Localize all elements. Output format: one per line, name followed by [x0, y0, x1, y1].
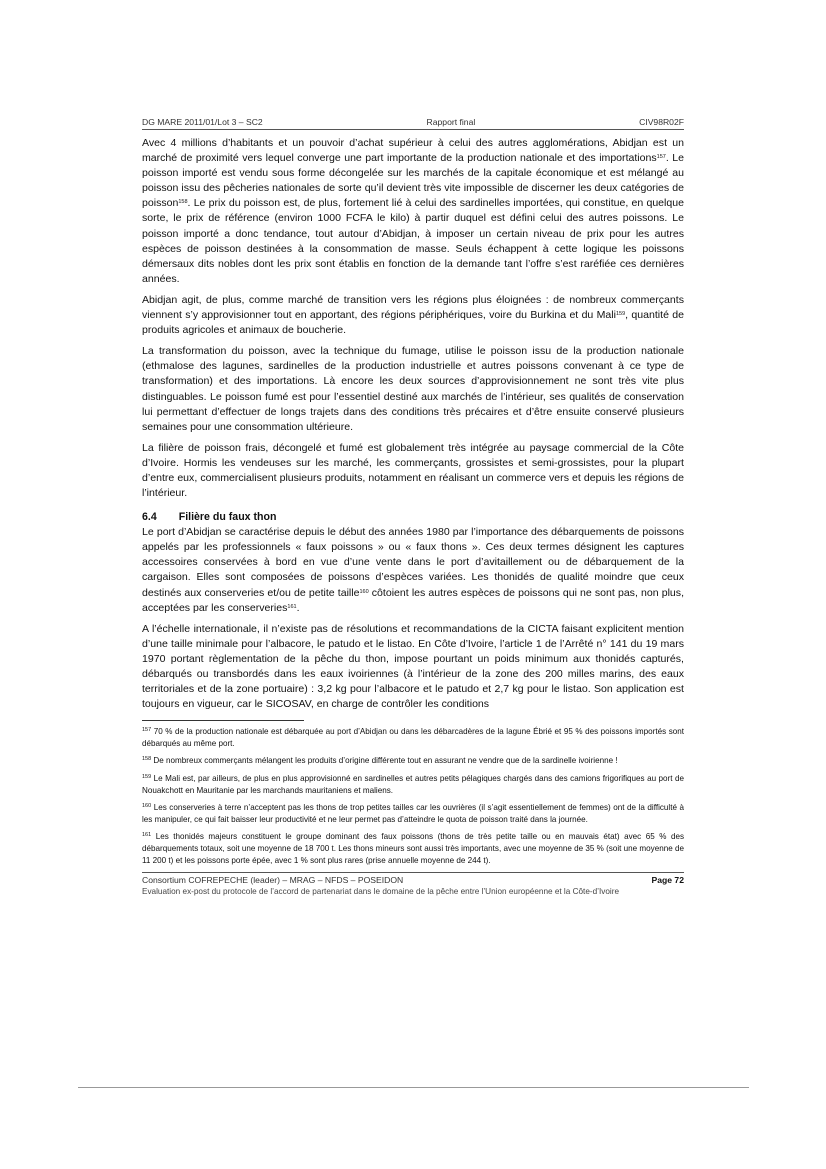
text-run: . [296, 601, 300, 614]
footnote-number: 157 [142, 727, 152, 734]
header-reference: DG MARE 2011/01/Lot 3 – SC2 [142, 117, 263, 127]
footnote-ref-158[interactable]: 158 [178, 199, 188, 206]
text-run: côtoient les autres espèces de poissons qui ne sont pas, non plus, acceptées par les conserveries [142, 586, 684, 614]
footnote-ref-160[interactable]: 160 [359, 588, 369, 595]
footnote-161 [142, 831, 684, 866]
footnote-ref-161[interactable]: 161 [287, 603, 297, 610]
footnote-ref-157[interactable]: 157 [656, 154, 666, 161]
footnote-159 [142, 773, 684, 796]
footnote-number: 161 [142, 832, 152, 839]
paragraph-1 [142, 136, 684, 287]
footnote-text: Les conserveries à terre n’acceptent pas les thons de trop petites tailles car les ouvrières (il s’agit essentiellement de femmes) ont de la difficulté à les manipuler, ce qui fait baisser leur productivité et ne leur permet pas d’atteindre le quota de poisson traité dans la journée. [142, 803, 684, 824]
footnote-text: 70 % de la production nationale est débarquée au port d’Abidjan ou dans les débarcadères de la lagune Ébrié et 95 % des poissons importés sont débarqués au même port. [142, 727, 684, 748]
text-run: , quantité de produits agricoles et animaux de boucherie. [142, 309, 684, 337]
paragraph-3: La transformation du poisson, avec la technique du fumage, utilise le poisson issu de la production nationale (ethmalose des lagunes, sardinelles de la production industrielle et autres poissons convenant à ce type de transformation) et des importations. Là encore les deux sources d’approvisionnement ne sont très vite plus distinguables. Le poisson fumé est pour l’essentiel destiné aux marchés de l’intérieur, ses qualités de conservation lui permettant d’effectuer de longs trajets dans des conditions très précaires et d’être ensuite conservé plusieurs semaines pour une consommation ultérieure. [142, 345, 684, 433]
text-run: Le port d’Abidjan se caractérise depuis le début des années 1980 par l’importance des débarquements de poissons appelés par les professionnels « faux poissons » ou « faux thons ». Ces deux termes désignent les captures accessoires conservées à bord en vue d’une vente dans le port d’avitaillement ou de débarquement de la cargaison. Elles sont composées de poissons d’espèces variées. Les thonidés de qualité moindre que ceux destinés aux conserveries et/ou de petite taille [142, 526, 684, 599]
body-text [142, 136, 684, 712]
text-run: . Le poisson importé est vendu sous forme décongelée sur les marchés de la capitale économique et est mélangé au poisson issu des pêcheries nationales de sorte qu’il devient très vite impossible de discerner les deux catégories de poisson [142, 152, 684, 210]
footer-row [142, 875, 684, 885]
footnotes [142, 726, 684, 866]
text-run: . Le prix du poisson est, de plus, fortement lié à celui des sardinelles importées, qui constitue, en quelque sorte, le prix de référence (environ 1000 FCFA le kilo) à partir duquel est défini celui des autres poissons. Le poisson importé a donc tendance, tout autour d’Abidjan, à imposer un certain niveau de prix pour les autres espèces de poisson destinées à la consommation de masse. Seuls échappent à cette logique les poissons démersaux dits nobles dont les prix sont établis en fonction de la demande tant l’offre s’est raréfiée ces dernières années. [142, 197, 684, 285]
page-header [142, 117, 684, 130]
document-page [142, 117, 684, 896]
text-run: Avec 4 millions d’habitants et un pouvoir d’achat supérieur à celui des autres agglomérations, Abidjan est un marché de proximité vers lequel converge une part importante de la production nationale et des importations [142, 137, 684, 165]
page-number: Page 72 [651, 875, 684, 886]
footnote-ref-159[interactable]: 159 [615, 311, 626, 318]
header-title: Rapport final [426, 117, 476, 127]
footnote-160 [142, 802, 684, 825]
footnote-separator [142, 720, 304, 721]
footnote-157 [142, 726, 684, 749]
footnote-158 [142, 755, 684, 767]
footnote-number: 158 [142, 756, 152, 763]
header-code: CIV98R02F [639, 117, 684, 127]
footer-subtitle: Evaluation ex-post du protocole de l’accord de partenariat dans le domaine de la pêche entre l’Union européenne et la Côte-d’Ivoire [142, 887, 619, 897]
footnote-text: Le Mali est, par ailleurs, de plus en plus approvisionné en sardinelles et autres petits pélagiques chargés dans des camions frigorifiques au port de Nouakchott en Mauritanie par les marchands mauritaniens et maliens. [142, 774, 684, 795]
section-number: 6.4 [142, 511, 157, 524]
footnote-number: 159 [142, 774, 152, 781]
paragraph-4: La filière de poisson frais, décongelé et fumé est globalement très intégrée au paysage commercial de la Côte d’Ivoire. Hormis les vendeuses sur les marché, les commerçants, grossistes et semi-grossistes, pour la plupart d’entre eux, commercialisent plusieurs produits, notamment en réalisant un commerce vers et depuis les régions de l’intérieur. [142, 441, 684, 500]
footnote-text: Les thonidés majeurs constituent le groupe dominant des faux poissons (thons de très petite taille ou en mauvais état) avec 65 % des débarquements totaux, soit une moyenne de 18 700 t. Les thons mineurs sont aussi très importants, avec une moyenne de 35 % (soit une moyenne de 11 200 t) et les poissons porte épée, avec 1 % sont plus rares (prise annuelle moyenne de 244 t). [142, 832, 684, 865]
paragraph-6: A l’échelle internationale, il n’existe pas de résolutions et recommandations de la CICTA faisant explicitent mention d’une taille minimale pour l’albacore, le patudo et le listao. En Côte d’Ivoire, l’article 1 de l’Arrêté n° 141 du 19 mars 1970 portant règlementation de la pêche du thon, impose pourtant un poids minimum aux thonidés capturés, débarqués ou transbordés dans les eaux ivoiriennes (à l’intérieur de la zone des 200 milles marins, des eaux territoriales et de la zone portuaire) : 3,2 kg pour l’albacore et le patudo et 2,7 kg pour le listao. Son application est toujours en vigueur, car le SICOSAV, en charge de contrôler les conditions [142, 622, 684, 711]
footnote-text: De nombreux commerçants mélangent les produits d’origine différente tout en assurant ne vendre que de la sardinelle ivoirienne ! [151, 756, 618, 766]
page-footer [142, 872, 684, 896]
footer-consortium: Consortium COFREPECHE (leader) – MRAG – NFDS – POSEIDON [142, 875, 404, 886]
paragraph-5 [142, 525, 684, 616]
bottom-divider [78, 1087, 749, 1088]
text-run: Abidjan agit, de plus, comme marché de transition vers les régions plus éloignées : de nombreux commerçants viennent s’y approvisionner tout en apportant, des régions périphériques, voire du Burkina et du Mali [142, 293, 684, 322]
section-title: Filière du faux thon [178, 511, 277, 524]
footnote-number: 160 [142, 803, 152, 810]
paragraph-2 [142, 293, 684, 338]
section-heading [142, 511, 684, 523]
